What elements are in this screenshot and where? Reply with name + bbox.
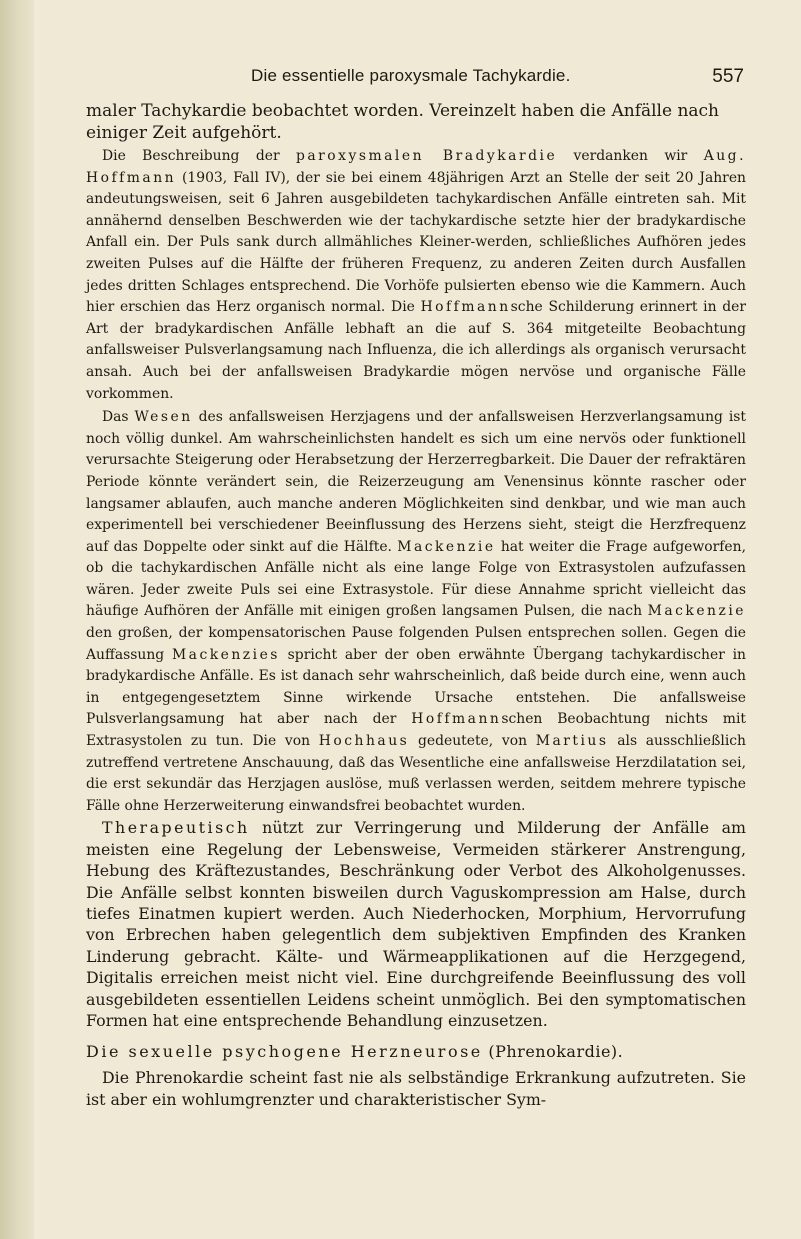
intro-line-1: maler Tachykardie beobachtet worden. Vereinzelt haben die Anfälle nach xyxy=(86,101,720,121)
author-mackenzie-2: Mackenzie xyxy=(647,603,746,620)
text-run: spricht aber der oben erwähnte Übergang tachykardischer in bradykardische Anfälle. Es ist danach sehr wahrscheinlich, daß beide durch eine, wenn auch in entgegengesetztem Sinne wirkende Ursache entstehen. Die anfallsweise Pulsverlangsamung hat aber nach der xyxy=(86,646,746,728)
text-run: Die Beschreibung der xyxy=(102,148,296,164)
section-heading xyxy=(86,1039,746,1065)
page-header xyxy=(86,60,746,100)
term-therapeutisch: Therapeutisch xyxy=(102,818,250,838)
book-gutter-shadow xyxy=(0,0,34,1239)
wesen-paragraph xyxy=(86,407,746,817)
book-page xyxy=(86,60,746,1110)
text-run: gedeutete, von xyxy=(409,733,536,750)
phrenokardie-paragraph: Die Phrenokardie scheint fast nie als selbständige Erkrankung aufzutreten. Sie ist aber ein wohlumgrenzter und charakteristischer Sym- xyxy=(86,1068,746,1109)
text-run: Das xyxy=(102,409,135,426)
running-title: Die essentielle paroxysmale Tachykardie. xyxy=(251,66,571,85)
term-bradykardie: paroxysmalen Bradykardie xyxy=(295,148,558,164)
author-hoffmann: Aug. Hoffmann xyxy=(86,148,746,186)
bradykardie-paragraph xyxy=(86,146,746,405)
intro-paragraph xyxy=(86,100,746,144)
author-mackenzie: Mackenzie xyxy=(397,538,496,555)
phrenokardie-section xyxy=(86,1039,746,1110)
text-run: nützt zur Verringerung und Milderung der Anfälle am meisten eine Regelung der Lebensweise, Vermeiden stärkerer Anstrengung, Hebung des Kräftezustandes, Beschränkung oder Verbot des Alkoholgenusses. Die Anfälle selbst konnten bisweilen durch Vaguskompression am Halse, durch tiefes Einatmen kupiert werden. Auch Niederhocken, Morphium, Hervorrufung von Erbrechen haben gelegentlich dem subjektiven Empfinden des Kranken Linderung gebracht. Kälte- und Wärmeapplikationen auf die Herzgegend, Digitalis erreichen meist nicht viel. Eine durchgreifende Beeinflussung des voll ausgebildeten essentiellen Leidens scheint unmöglich. Bei den symptomatischen Formen hat eine entsprechende Behandlung einzusetzen. xyxy=(86,818,746,1031)
author-hochhaus: Hochhaus xyxy=(318,733,410,750)
text-run: den großen, der kompensatorischen Pause folgenden Pulsen entsprechen sollen. Gegen die Auffassung xyxy=(86,625,746,663)
text-run: verdanken wir xyxy=(557,148,704,164)
text-run: sche Schilderung erinnert in der Art der bradykardischen Anfälle lebhaft an die auf S. 364 mitgeteilte Beobachtung anfallsweiser Pulsverlangsamung nach Influenza, die ich allerdings als organisch verursacht ansah. Auch bei der anfallsweisen Bradykardie mögen nervöse und organische Fälle vorkommen. xyxy=(86,299,746,402)
text-run: als ausschließlich zutreffend vertretene Anschauung, daß das Wesentliche eine anfallsweise Herzdilatation sei, die erst sekundär das Herzjagen auslöse, muß verlassen werden, seitdem mehrere typische Fälle ohne Herzerweiterung einwandsfrei beobachtet wurden. xyxy=(86,733,746,814)
section-heading-normal: (Phrenokardie). xyxy=(482,1042,624,1062)
author-martius: Martius xyxy=(535,733,609,750)
author-hoffmann-3: Hoffmann xyxy=(411,711,502,728)
text-run: schen Beobachtung nichts mit Extrasystolen zu tun. Die von xyxy=(86,711,746,750)
text-run: (1903, Fall IV), der sie bei einem 48jährigen Arzt an Stelle der seit 20 Jahren andeutungsweisen, seit 6 Jahren ausgebildeten tachykardischen Anfälle eintreten sah. Mit annähernd denselben Beschwerden wie der tachykardische setzte hier der bradykardische Anfall ein. Der Puls sank durch allmähliches Kleiner-werden, schließliches Aufhören jedes zweiten Pulses auf die Hälfte der früheren Frequenz, zu anderen Zeiten durch Ausfallen jedes dritten Schlages entsprechend. Die Vorhöfe pulsierten ebenso wie die Kammern. Auch hier erschien das Herz organisch normal. Die xyxy=(86,169,746,316)
text-run: des anfallsweisen Herzjagens und der anfallsweisen Herzverlangsamung ist noch völlig dunkel. Am wahrscheinlichsten handelt es sich um eine nervös oder funktionell verursachte Steigerung oder Herabsetzung der Herzerregbarkeit. Die Dauer der refraktären Periode könnte verändert sein, die Reizerzeugung am Venensinus könnte rascher oder langsamer ablaufen, auch manche anderen Möglichkeiten sind denkbar, und wie man auch experimentell bei verschiedener Beeinflussung des Herzens sieht, steigt die Herzfrequenz auf das Doppelte oder sinkt auf die Hälfte. xyxy=(86,409,746,555)
term-wesen: Wesen xyxy=(134,409,193,426)
author-hoffmann-2: Hoffmann xyxy=(420,299,511,316)
section-heading-spaced: Die sexuelle psychogene Herzneurose xyxy=(86,1042,483,1062)
page-number: 557 xyxy=(712,66,744,87)
therapie-paragraph xyxy=(86,817,746,1031)
text-run: hat weiter die Frage aufgeworfen, ob die tachykardischen Anfälle nicht als eine lange Folge von Extrasystolen aufzufassen wären. Jeder zweite Puls sei eine Extrasystole. Für diese Annahme spricht vielleicht das häufige Aufhören der Anfälle mit einigen großen langsamen Pulsen, die nach xyxy=(86,538,746,620)
intro-line-2: einiger Zeit aufgehört. xyxy=(86,123,282,143)
author-mackenzies: Mackenzies xyxy=(171,646,280,663)
